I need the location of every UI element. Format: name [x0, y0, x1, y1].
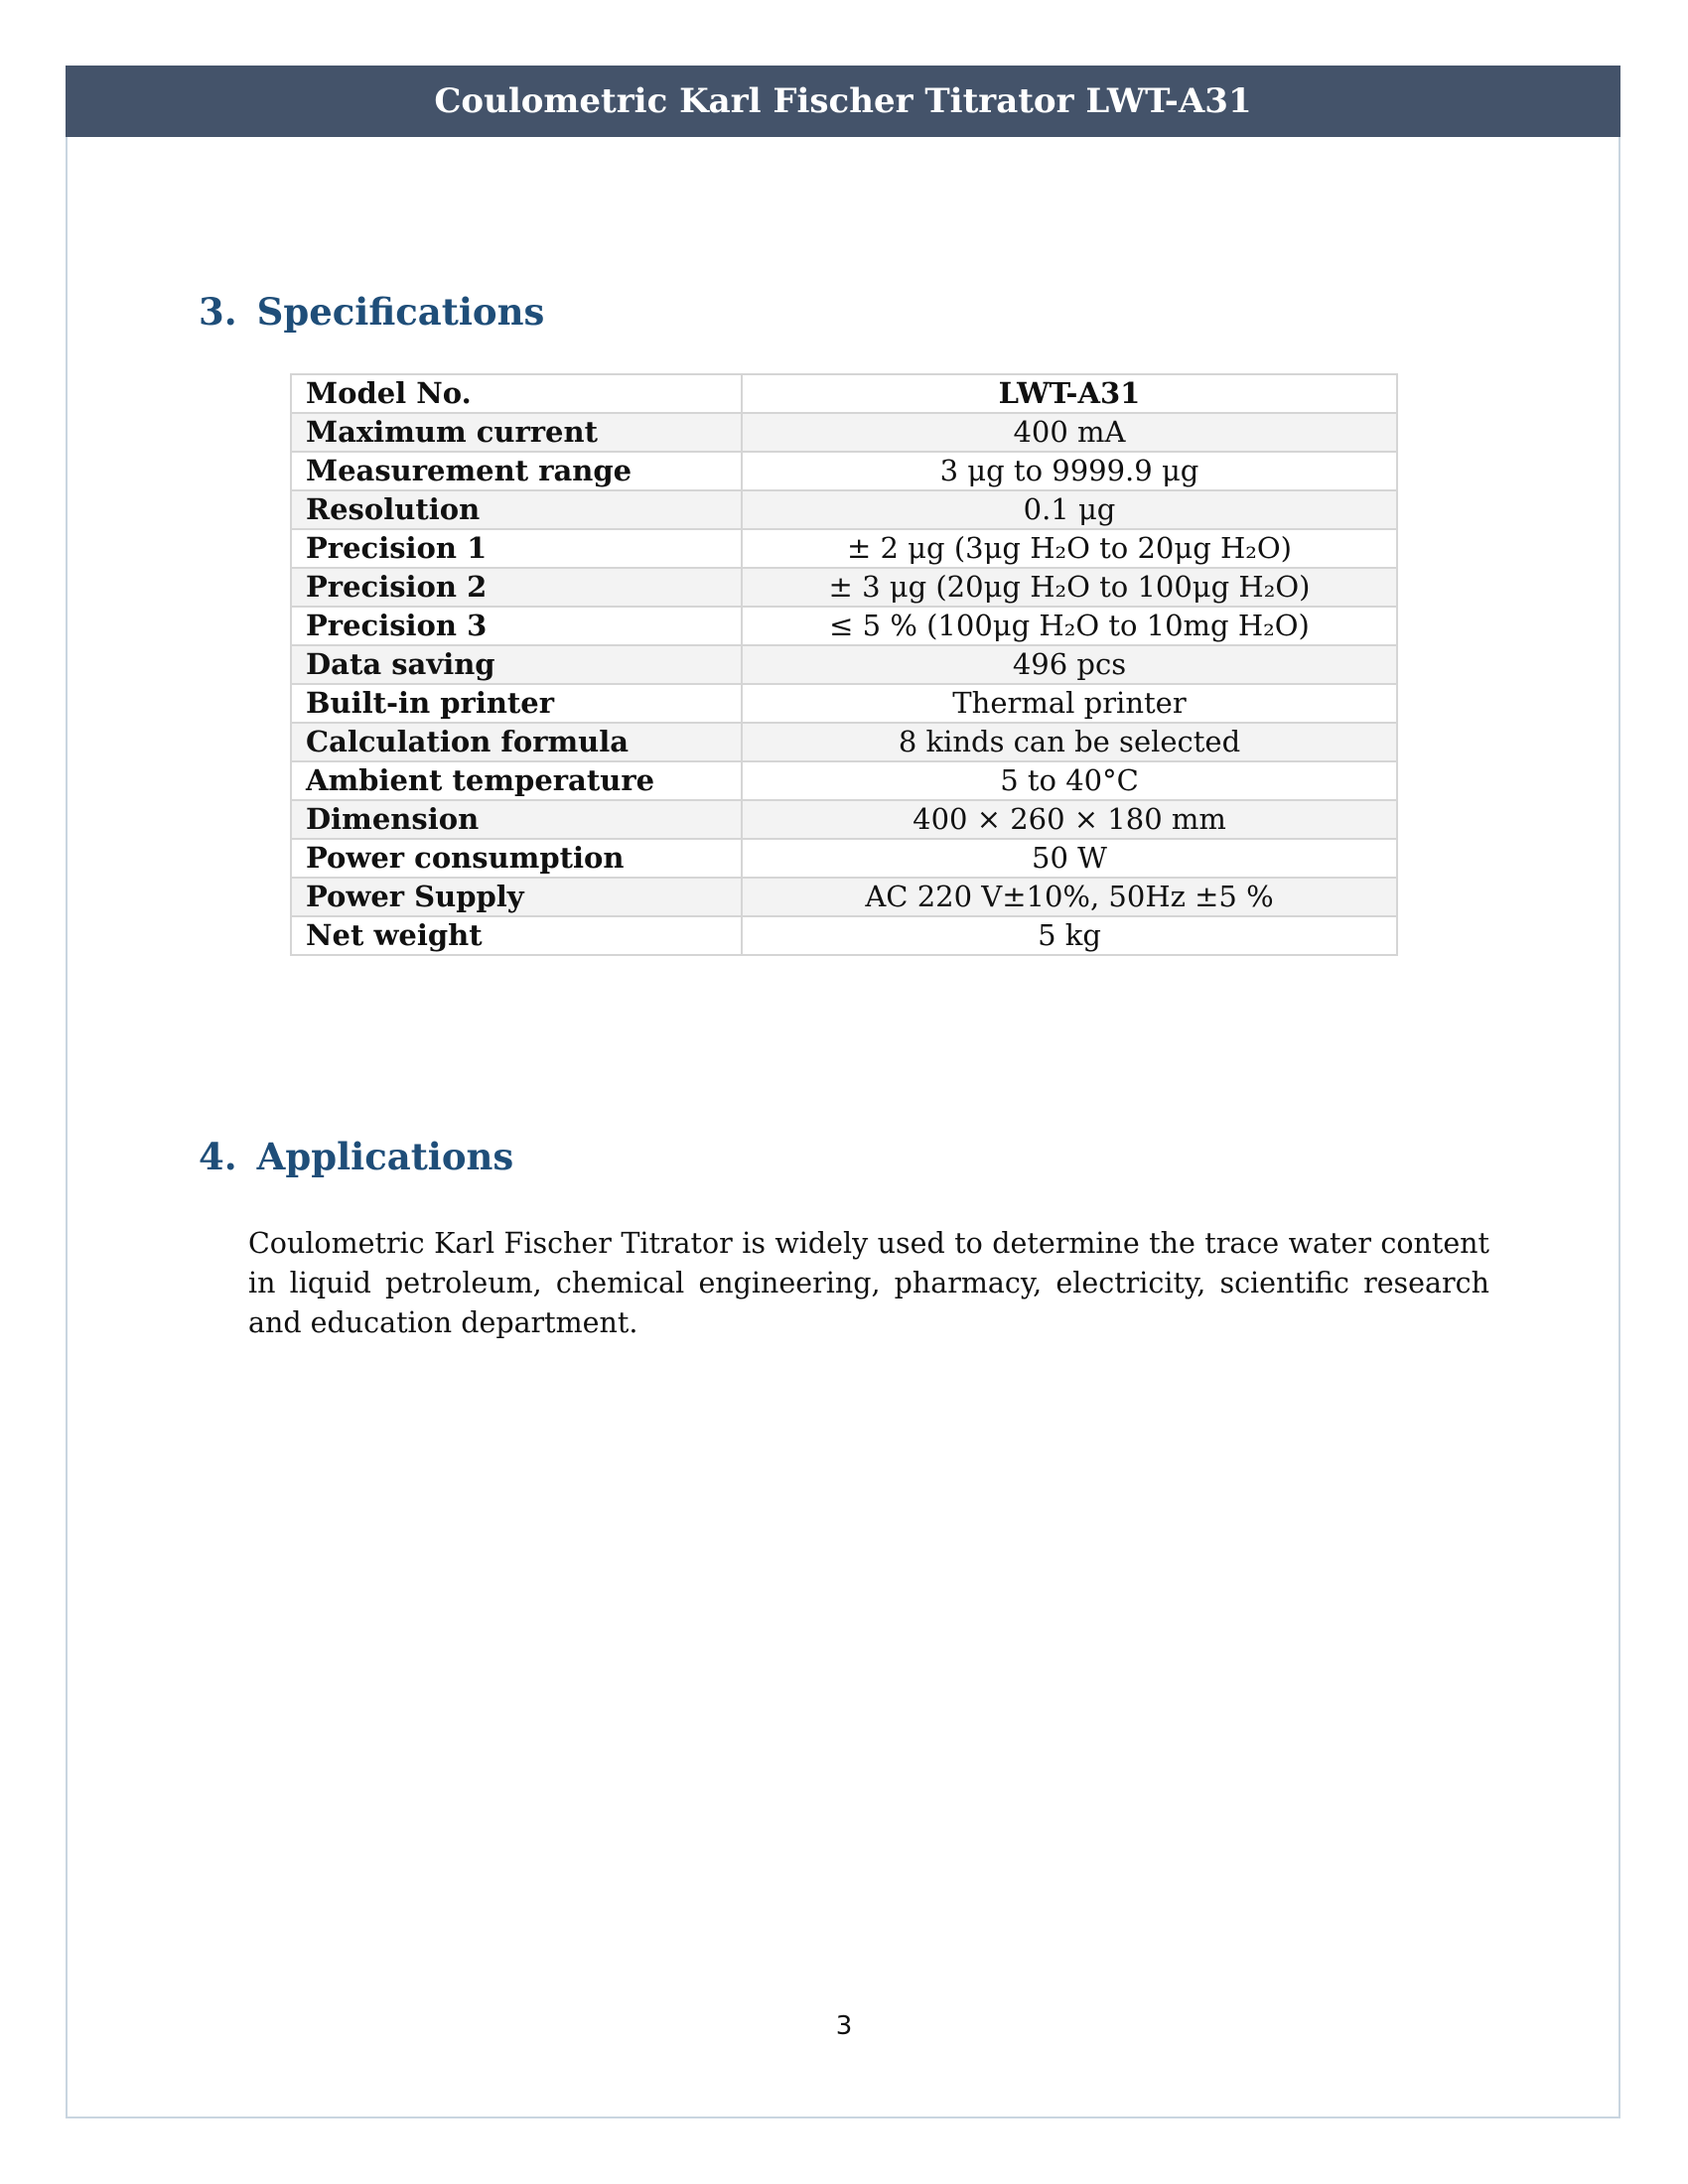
applications-heading [199, 1135, 513, 1178]
spec-parameter: Net weight [291, 916, 742, 955]
spec-parameter: Precision 2 [291, 568, 742, 607]
spec-parameter: Precision 3 [291, 607, 742, 645]
spec-parameter: Calculation formula [291, 723, 742, 761]
table-row [291, 723, 1397, 761]
spec-parameter: Built-in printer [291, 684, 742, 723]
section-number: 3. [199, 290, 237, 334]
section-title: Specifications [256, 290, 545, 334]
table-row [291, 413, 1397, 452]
table-row [291, 490, 1397, 529]
spec-value: 0.1 μg [742, 490, 1397, 529]
spec-value: ± 2 μg (3μg H₂O to 20μg H₂O) [742, 529, 1397, 568]
spec-value: ± 3 μg (20μg H₂O to 100μg H₂O) [742, 568, 1397, 607]
spec-value: 5 kg [742, 916, 1397, 955]
specifications-heading [199, 290, 544, 334]
spec-value: 50 W [742, 839, 1397, 878]
table-row [291, 916, 1397, 955]
document-title: Coulometric Karl Fischer Titrator LWT-A31 [434, 81, 1252, 121]
table-row [291, 607, 1397, 645]
spec-parameter: Ambient temperature [291, 761, 742, 800]
spec-value: 5 to 40°C [742, 761, 1397, 800]
specifications-table [290, 373, 1398, 956]
table-row [291, 761, 1397, 800]
table-row [291, 568, 1397, 607]
spec-parameter: Dimension [291, 800, 742, 839]
applications-paragraph: Coulometric Karl Fischer Titrator is widely used to determine the trace water content in liquid petroleum, chemical engineering, pharmacy, electricity, scientific research and education department. [248, 1227, 1489, 1339]
spec-parameter: Resolution [291, 490, 742, 529]
table-row [291, 452, 1397, 490]
spec-parameter: Precision 1 [291, 529, 742, 568]
section-number: 4. [199, 1135, 237, 1178]
spec-value: 8 kinds can be selected [742, 723, 1397, 761]
spec-parameter: Model No. [291, 374, 742, 413]
header-bar [66, 66, 1620, 137]
spec-parameter: Measurement range [291, 452, 742, 490]
table-row [291, 374, 1397, 413]
spec-value: 3 μg to 9999.9 μg [742, 452, 1397, 490]
table-row [291, 800, 1397, 839]
spec-value: 400 × 260 × 180 mm [742, 800, 1397, 839]
spec-value: LWT-A31 [742, 374, 1397, 413]
spec-parameter: Power Supply [291, 878, 742, 916]
spec-parameter: Data saving [291, 645, 742, 684]
table-row [291, 529, 1397, 568]
page-number: 3 [835, 2011, 853, 2041]
spec-value: ≤ 5 % (100μg H₂O to 10mg H₂O) [742, 607, 1397, 645]
spec-value: 400 mA [742, 413, 1397, 452]
section-title: Applications [256, 1135, 514, 1178]
table-row [291, 839, 1397, 878]
spec-parameter: Power consumption [291, 839, 742, 878]
table-row [291, 684, 1397, 723]
table-row [291, 645, 1397, 684]
spec-value: AC 220 V±10%, 50Hz ±5 % [742, 878, 1397, 916]
spec-value: 496 pcs [742, 645, 1397, 684]
spec-value: Thermal printer [742, 684, 1397, 723]
table-row [291, 878, 1397, 916]
spec-parameter: Maximum current [291, 413, 742, 452]
